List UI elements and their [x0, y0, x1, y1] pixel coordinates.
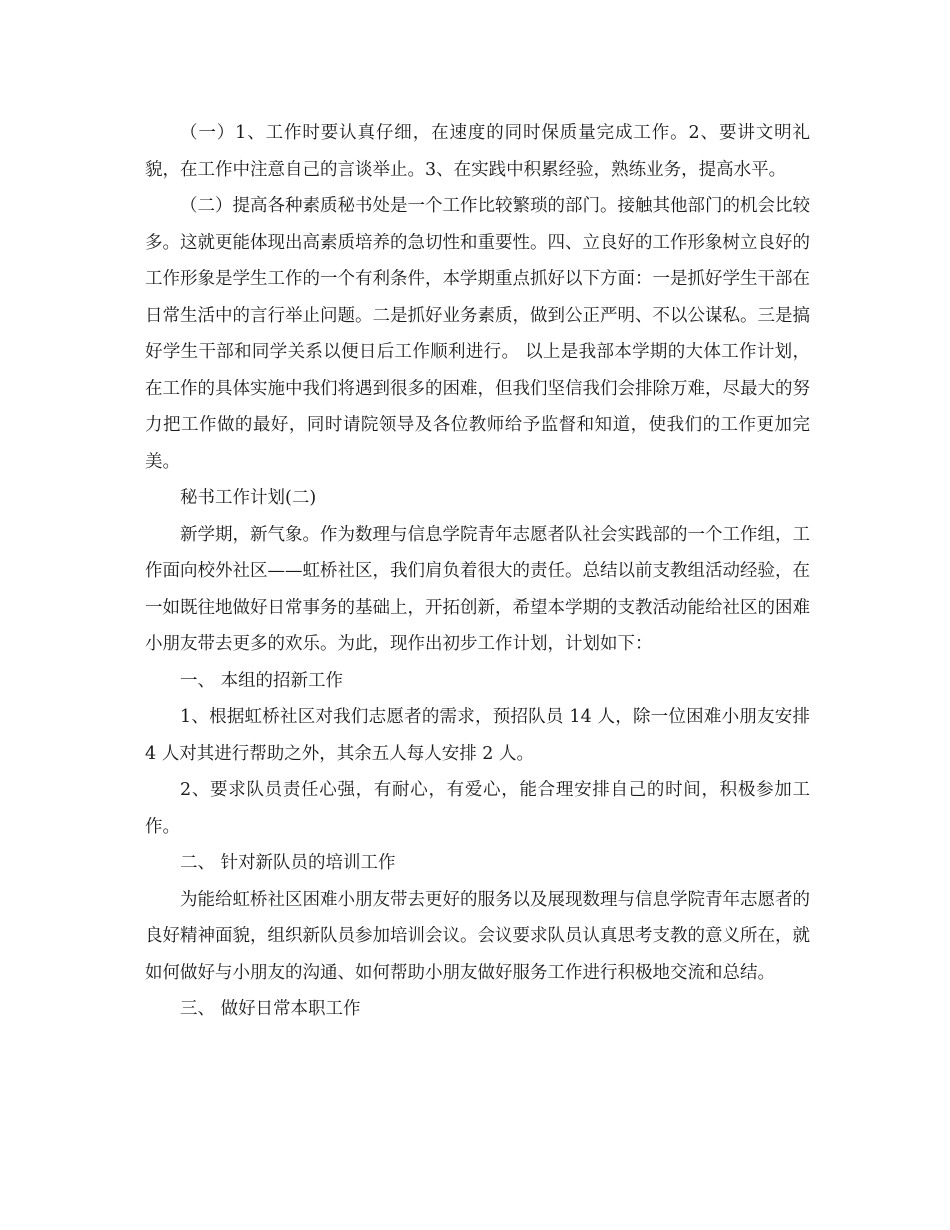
paragraph-training: 为能给虹桥社区困难小朋友带去更好的服务以及展现数理与信息学院青年志愿者的良好精神面貌，组织新队员参加培训会议。会议要求队员认真思考支教的意义所在，就如何做好与小朋友的沟通、如何帮助小朋友做好服务工作进行积极地交流和总结。 [145, 889, 810, 983]
heading-recruitment: 一、 本组的招新工作 [180, 670, 344, 691]
plan-title-heading: 秘书工作计划(二) [180, 488, 317, 508]
document-body [145, 115, 810, 1028]
paragraph-recruitment-2: 2、要求队员责任心强，有耐心，有爱心，能合理安排自己的时间，积极参加工作。 [145, 780, 810, 837]
paragraph-section-2: （二）提高各种素质秘书处是一个工作比较繁琐的部门。接触其他部门的机会比较多。这就更能体现出高素质培养的急切性和重要性。四、立良好的工作形象树立良好的工作形象是学生工作的一个有利条件，本学期重点抓好以下方面：一是抓好学生干部在日常生活中的言行举止问题。二是抓好业务素质，做到公正严明、不以公谋私。三是搞好学生干部和同学关系以便日后工作顺利进行。 以上是我部本学期的大体工作计划，在工作的具体实施中我们将遇到很多的困难，但我们坚信我们会排除万难，尽最大的努力把工作做的最好，同时请院领导及各位教师给予监督和知道，使我们的工作更加完美。 [145, 196, 810, 472]
paragraph-intro: 新学期，新气象。作为数理与信息学院青年志愿者队社会实践部的一个工作组，工作面向校外社区——虹桥社区，我们肩负着很大的责任。总结以前支教组活动经验，在一如既往地做好日常事务的基础上，开拓创新，希望本学期的支教活动能给社区的困难小朋友带去更多的欢乐。为此，现作出初步工作计划，计划如下： [145, 524, 810, 654]
heading-daily-work: 三、 做好日常本职工作 [180, 999, 361, 1019]
paragraph-recruitment-1: 1、根据虹桥社区对我们志愿者的需求，预招队员 14 人，除一位困难小朋友安排 4 人对其进行帮助之外，其余五人每人安排 2 人。 [145, 707, 810, 764]
heading-training: 二、 针对新队员的培训工作 [180, 853, 396, 873]
paragraph-section-1: （一）1、工作时要认真仔细，在速度的同时保质量完成工作。2、要讲文明礼貌，在工作中注意自己的言谈举止。3、在实践中积累经验，熟练业务，提高水平。 [145, 123, 810, 180]
